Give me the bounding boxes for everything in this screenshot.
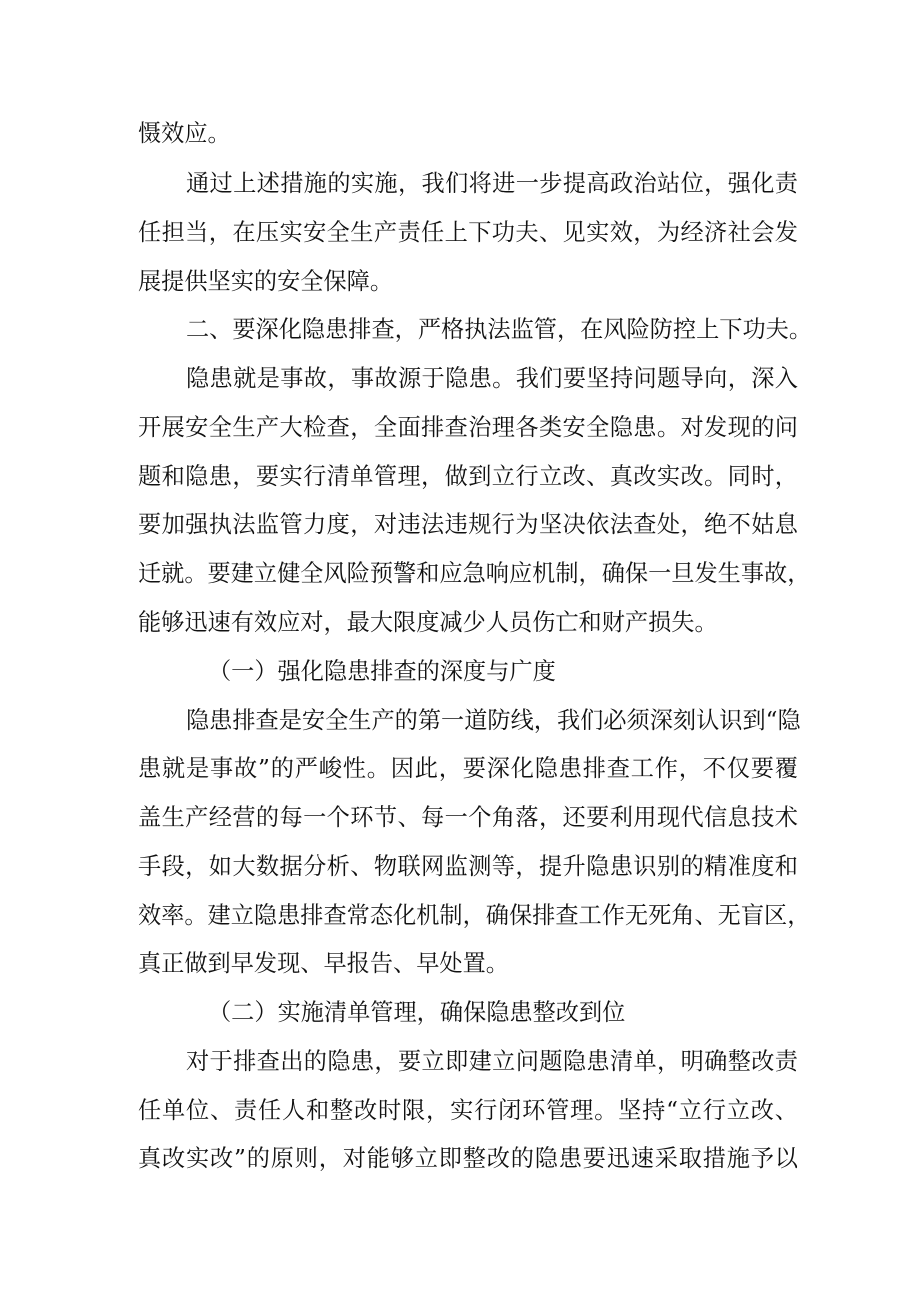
text-line: 题和隐患，要实行清单管理，做到立行立改、真改实改。同时， xyxy=(138,463,798,490)
text-line: 通过上述措施的实施，我们将进一步提高政治站位，强化责 xyxy=(186,170,798,197)
subsection-heading: （一）强化隐患排查的深度与广度 xyxy=(208,658,556,685)
text-line: 展提供坚实的安全保障。 xyxy=(138,268,394,295)
text-line: 真改实改”的原则，对能够立即整改的隐患要迅速采取措施予以 xyxy=(138,1145,798,1172)
subsection-heading: （二）实施清单管理，确保隐患整改到位 xyxy=(208,999,626,1026)
text-line: 慑效应。 xyxy=(138,120,231,147)
text-line: 能够迅速有效应对，最大限度减少人员伤亡和财产损失。 xyxy=(138,609,718,636)
text-line: 任担当，在压实安全生产责任上下功夫、见实效，为经济社会发 xyxy=(138,219,798,246)
text-line: 要加强执法监管力度，对违法违规行为坚决依法查处，绝不姑息 xyxy=(138,511,798,538)
text-line: 手段，如大数据分析、物联网监测等，提升隐患识别的精准度和 xyxy=(138,853,798,880)
text-line: 对于排查出的隐患，要立即建立问题隐患清单，明确整改责 xyxy=(186,1048,798,1075)
text-line: 盖生产经营的每一个环节、每一个角落，还要利用现代信息技术 xyxy=(138,804,798,831)
section-heading: 二、要深化隐患排查，严格执法监管，在风险防控上下功夫。 xyxy=(186,316,813,343)
text-line: 开展安全生产大检查，全面排查治理各类安全隐患。对发现的问 xyxy=(138,414,798,441)
text-line: 效率。建立隐患排查常态化机制，确保排查工作无死角、无盲区， xyxy=(138,902,811,929)
text-line: 真正做到早发现、早报告、早处置。 xyxy=(138,950,509,977)
text-line: 任单位、责任人和整改时限，实行闭环管理。坚持“立行立改、 xyxy=(138,1097,798,1124)
text-line: 隐患排查是安全生产的第一道防线，我们必须深刻认识到“隐 xyxy=(186,707,801,734)
text-line: 患就是事故”的严峻性。因此，要深化隐患排查工作，不仅要覆 xyxy=(138,755,798,782)
text-line: 迁就。要建立健全风险预警和应急响应机制，确保一旦发生事故， xyxy=(138,560,811,587)
text-line: 隐患就是事故，事故源于隐患。我们要坚持问题导向，深入 xyxy=(186,365,798,392)
